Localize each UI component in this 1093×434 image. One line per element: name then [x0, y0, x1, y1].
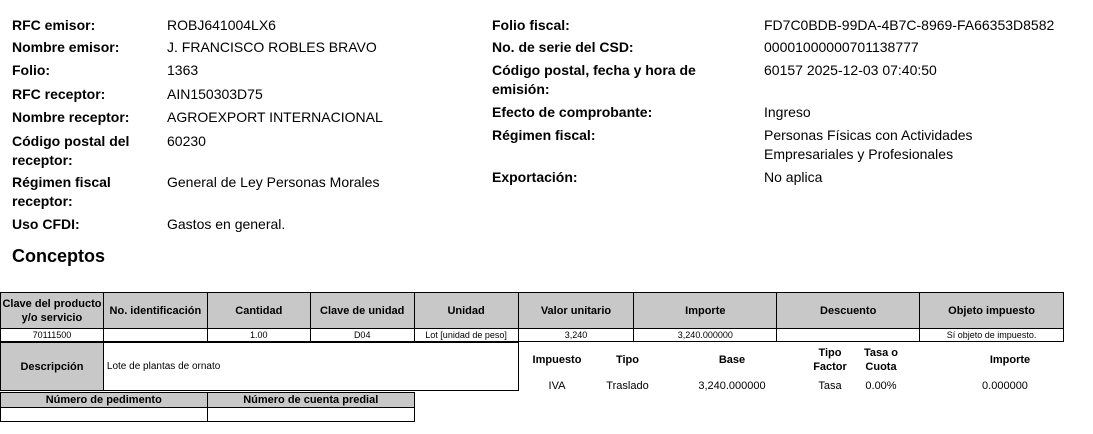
cell-no-identificacion: [103, 329, 207, 342]
value-cp-receptor: 60230: [167, 133, 206, 149]
cell-clave-producto: 70111500: [1, 329, 104, 342]
tax-header-base: Base: [718, 354, 746, 366]
tax-cell-importe: 0.000000: [982, 380, 1028, 392]
header-numero-cuenta-predial: Número de cuenta predial: [207, 393, 414, 408]
label-regimen-fiscal: Régimen fiscal:: [492, 127, 596, 143]
cell-descuento: [777, 329, 920, 342]
label-cp-fecha: Código postal, fecha y hora de emisión:: [492, 62, 696, 97]
header-valor-unitario: Valor unitario: [518, 293, 634, 329]
label-regimen-receptor: Régimen fiscal receptor:: [12, 174, 111, 209]
value-regimen-fiscal: Personas Físicas con Actividades Empresariales y Profesionales: [764, 127, 973, 162]
label-serie-csd: No. de serie del CSD:: [492, 39, 634, 55]
label-nombre-receptor: Nombre receptor:: [12, 109, 130, 125]
header-no-identificacion: No. identificación: [103, 293, 207, 329]
value-serie-csd: 00001000000701138777: [764, 39, 919, 55]
tax-cell-tipo: Traslado: [606, 380, 649, 392]
cell-importe: 3,240.000000: [634, 329, 777, 342]
header-clave-unidad: Clave de unidad: [310, 293, 414, 329]
label-rfc-receptor: RFC receptor:: [12, 86, 106, 102]
value-nombre-receptor: AGROEXPORT INTERNACIONAL: [167, 109, 383, 125]
tax-header-tasa-cuota: Tasa o Cuota: [863, 347, 899, 373]
header-importe: Importe: [634, 293, 777, 329]
label-nombre-emisor: Nombre emisor:: [12, 39, 120, 55]
label-cp-receptor: Código postal del receptor:: [12, 133, 130, 168]
section-title: Conceptos: [12, 246, 106, 266]
value-rfc-emisor: ROBJ641004LX6: [167, 17, 276, 33]
value-regimen-receptor: General de Ley Personas Morales: [167, 174, 380, 190]
label-uso-cfdi: Uso CFDI:: [12, 216, 80, 232]
header-unidad: Unidad: [414, 293, 518, 329]
label-efecto: Efecto de comprobante:: [492, 104, 653, 120]
header-cantidad: Cantidad: [207, 293, 310, 329]
value-cp-fecha: 60157 2025-12-03 07:40:50: [764, 62, 937, 78]
cell-cantidad: 1.00: [207, 329, 310, 342]
header-numero-pedimento: Número de pedimento: [1, 393, 208, 408]
pedimento-table: [0, 392, 415, 422]
cell-clave-unidad: D04: [310, 329, 414, 342]
tax-cell-base: 3,240.000000: [698, 380, 766, 392]
label-exportacion: Exportación:: [492, 169, 578, 185]
value-rfc-receptor: AIN150303D75: [167, 86, 263, 102]
label-folio-fiscal: Folio fiscal:: [492, 17, 570, 33]
tax-cell-tasa-cuota: 0.00%: [865, 380, 897, 392]
cell-numero-pedimento: [1, 408, 208, 422]
value-uso-cfdi: Gastos en general.: [167, 216, 286, 232]
tax-cell-impuesto: IVA: [548, 380, 566, 392]
description-label: Descripción: [1, 343, 104, 391]
value-exportacion: No aplica: [764, 169, 823, 185]
tax-header-tipo-factor: Tipo Factor: [813, 347, 847, 373]
label-folio: Folio:: [12, 62, 51, 78]
header-objeto-impuesto: Objeto impuesto: [920, 293, 1064, 329]
header-descuento: Descuento: [777, 293, 920, 329]
value-nombre-emisor: J. FRANCISCO ROBLES BRAVO: [167, 39, 377, 55]
tax-header-importe: Importe: [989, 354, 1031, 366]
tax-header-tipo: Tipo: [615, 354, 639, 366]
cell-objeto-impuesto: Sí objeto de impuesto.: [920, 329, 1064, 342]
description-table: [0, 342, 519, 391]
description-value: Lote de plantas de ornato: [103, 343, 518, 391]
label-rfc-emisor: RFC emisor:: [12, 17, 96, 33]
concepts-table: [0, 292, 1064, 342]
value-folio: 1363: [167, 62, 199, 78]
tax-cell-tipo-factor: Tasa: [818, 380, 842, 392]
cell-unidad: Lot [unidad de peso]: [414, 329, 518, 342]
value-folio-fiscal: FD7C0BDB-99DA-4B7C-8969-FA66353D8582: [764, 17, 1055, 33]
value-efecto: Ingreso: [764, 104, 811, 120]
header-clave-producto: Clave del producto y/o servicio: [1, 293, 104, 329]
cell-valor-unitario: 3,240: [518, 329, 634, 342]
cell-numero-cuenta-predial: [207, 408, 414, 422]
tax-header-impuesto: Impuesto: [532, 354, 582, 366]
